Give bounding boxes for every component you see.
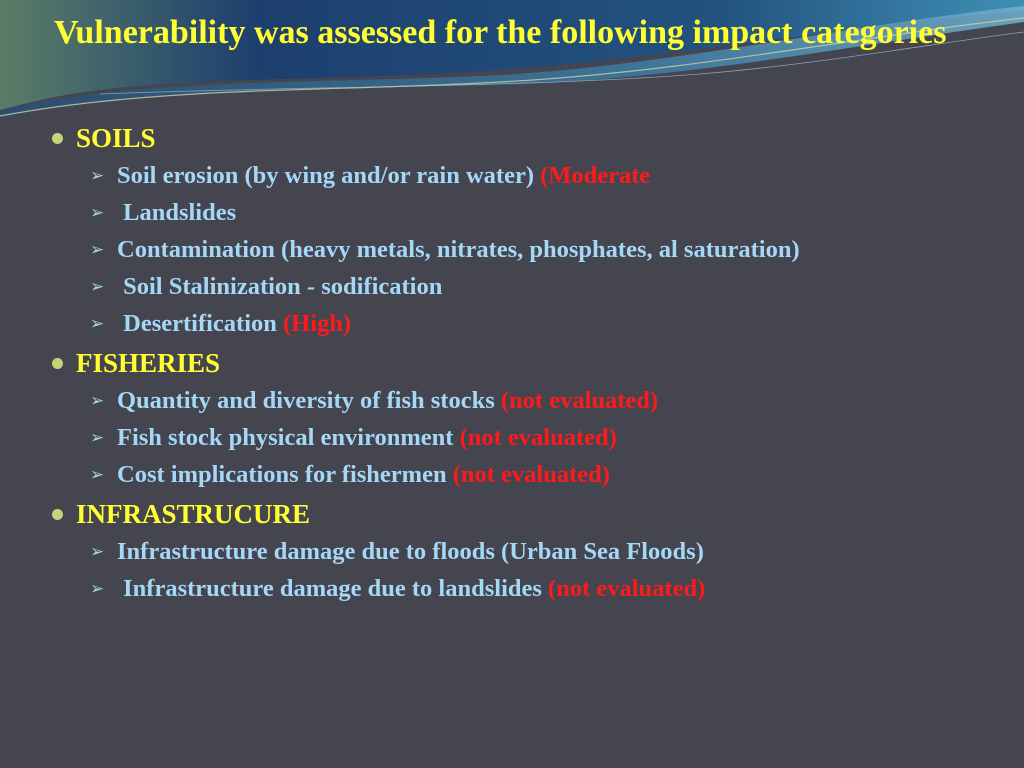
arrowhead-bullet-icon: ➢	[90, 240, 105, 259]
item-text	[117, 384, 658, 418]
item-text	[117, 535, 704, 569]
status-tag: (not evaluated)	[459, 424, 617, 451]
category-heading	[48, 120, 998, 156]
item-description: Landslides	[117, 199, 237, 226]
sub-item-list	[48, 384, 998, 492]
item-description: Infrastructure damage due to floods (Urban Sea Floods)	[117, 538, 704, 565]
category-section	[48, 120, 998, 341]
arrowhead-bullet-icon: ➢	[90, 166, 105, 185]
item-description: Infrastructure damage due to landslides	[117, 575, 549, 602]
item-text	[117, 270, 442, 304]
item-text	[117, 458, 610, 492]
category-heading	[48, 496, 998, 532]
arrowhead-bullet-icon: ➢	[90, 203, 105, 222]
item-text	[117, 307, 351, 341]
item-text	[117, 572, 705, 606]
item-text	[117, 196, 236, 230]
list-item	[90, 572, 998, 606]
category-label: INFRASTRUCURE	[76, 499, 311, 529]
item-description: Contamination (heavy metals, nitrates, phosphates, al saturation)	[117, 236, 800, 263]
item-text	[117, 421, 617, 455]
status-tag: (High)	[283, 310, 352, 337]
bullet-dot-icon	[52, 133, 63, 144]
category-heading	[48, 345, 998, 381]
list-item	[90, 307, 998, 341]
bullet-list	[48, 116, 998, 606]
item-description: Quantity and diversity of fish stocks	[117, 387, 501, 414]
list-item	[90, 159, 998, 193]
list-item	[90, 384, 998, 418]
arrowhead-bullet-icon: ➢	[90, 465, 105, 484]
bullet-dot-icon	[52, 358, 63, 369]
arrowhead-bullet-icon: ➢	[90, 391, 105, 410]
category-label: SOILS	[76, 123, 156, 153]
list-item	[90, 421, 998, 455]
list-item	[90, 458, 998, 492]
arrowhead-bullet-icon: ➢	[90, 542, 105, 561]
arrowhead-bullet-icon: ➢	[90, 579, 105, 598]
item-description: Cost implications for fishermen	[117, 461, 453, 488]
arrowhead-bullet-icon: ➢	[90, 428, 105, 447]
list-item	[90, 535, 998, 569]
status-tag: (not evaluated)	[500, 387, 659, 414]
slide-title: Vulnerability was assessed for the following impact categories	[54, 14, 947, 51]
list-item	[90, 196, 998, 230]
item-text	[117, 233, 800, 267]
arrowhead-bullet-icon: ➢	[90, 314, 105, 333]
bullet-dot-icon	[52, 509, 63, 520]
list-item	[90, 233, 998, 267]
category-section	[48, 345, 998, 492]
category-label: FISHERIES	[76, 348, 221, 378]
sub-item-list	[48, 535, 998, 606]
item-description: Fish stock physical environment	[117, 424, 460, 451]
arrowhead-bullet-icon: ➢	[90, 277, 105, 296]
category-section	[48, 496, 998, 606]
item-text	[117, 159, 650, 193]
status-tag: (not evaluated)	[548, 575, 706, 602]
list-item	[90, 270, 998, 304]
sub-item-list	[48, 159, 998, 341]
status-tag: (Moderate	[540, 162, 651, 189]
item-description: Soil Stalinization - sodification	[117, 273, 443, 300]
item-description: Desertification	[117, 310, 283, 337]
status-tag: (not evaluated)	[452, 461, 610, 488]
item-description: Soil erosion (by wing and/or rain water)	[117, 162, 541, 189]
